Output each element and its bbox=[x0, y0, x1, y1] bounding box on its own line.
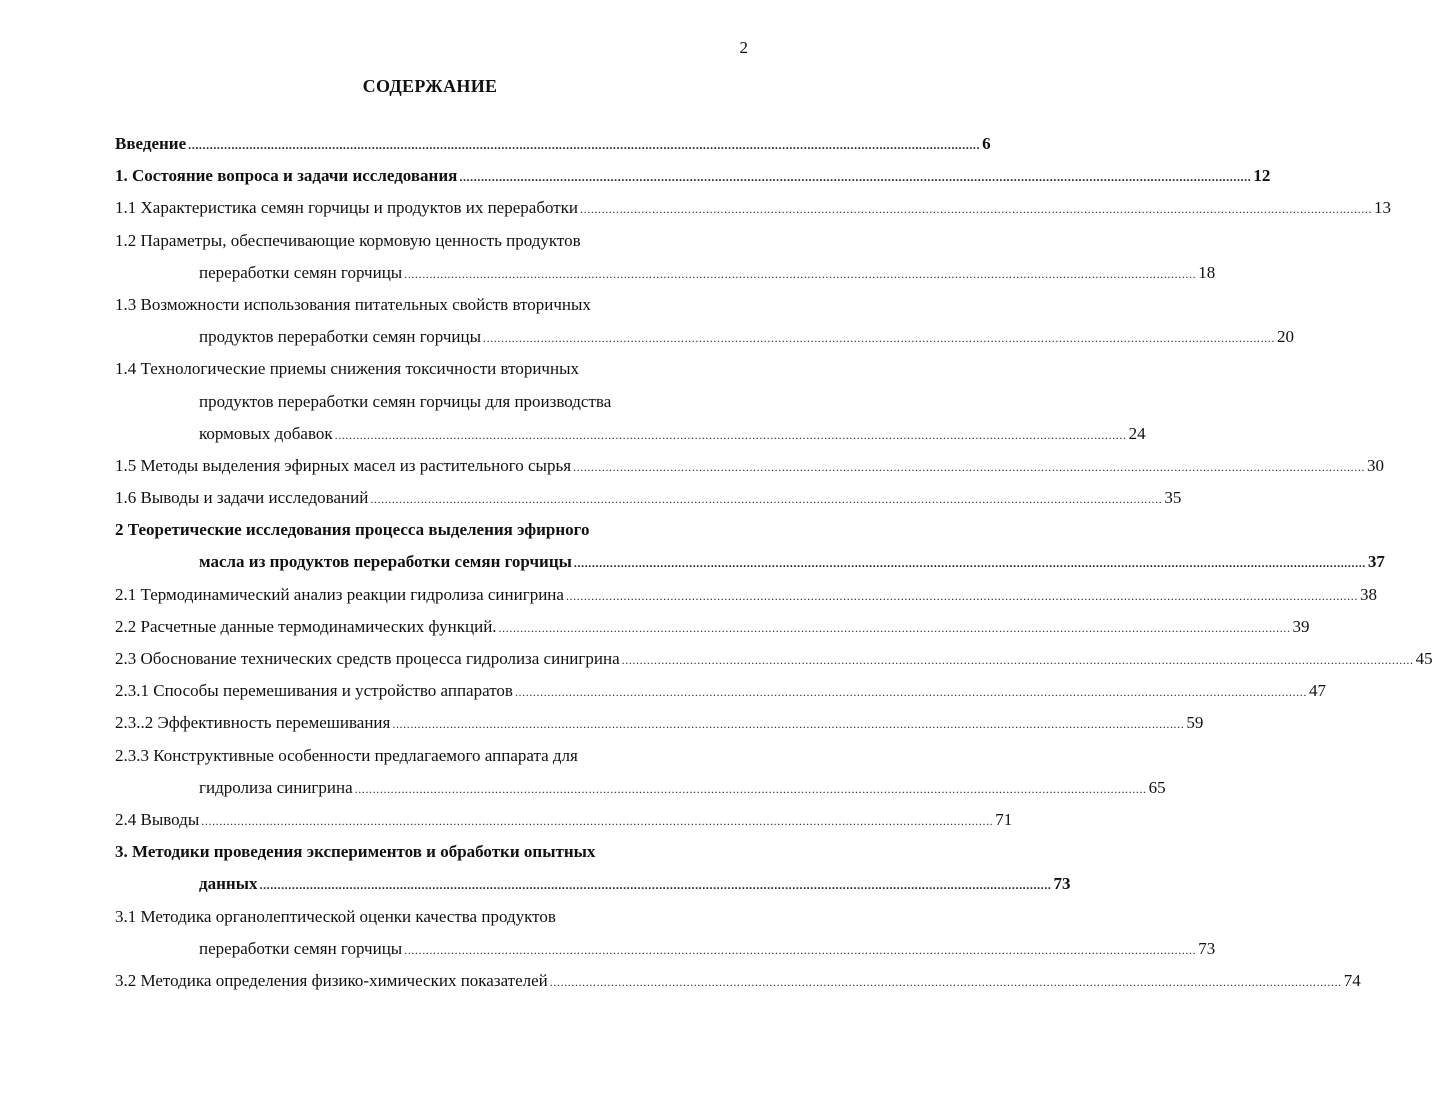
toc-entry bbox=[115, 160, 1271, 192]
dot-leader: ............................................................................................................................................................................................................................ bbox=[459, 170, 1252, 185]
toc-entry bbox=[115, 836, 713, 868]
toc-entry bbox=[115, 933, 1216, 965]
toc-entry-title: 2.2 Расчетные данные термодинамических функций. bbox=[115, 616, 497, 636]
toc-entry-page: 12 bbox=[1253, 166, 1271, 186]
toc-entry bbox=[115, 546, 1385, 578]
toc-entry-title: 2.4 Выводы bbox=[115, 809, 200, 829]
dot-leader: ............................................................................................................................................................................................................................ bbox=[201, 813, 994, 828]
toc-entry bbox=[115, 611, 1310, 643]
toc-entry-title: 1.1 Характеристика семян горчицы и продуктов их переработки bbox=[115, 198, 579, 218]
toc-entry bbox=[115, 772, 1166, 804]
dot-leader: ............................................................................................................................................................................................................................ bbox=[188, 138, 981, 152]
toc-entry bbox=[115, 514, 713, 546]
dot-leader: ............................................................................................................................................................................................................................ bbox=[573, 556, 1366, 571]
toc-entry-title: 2 Теоретические исследования процесса выделения эфирного bbox=[115, 520, 590, 540]
toc-entry-title: продуктов переработки семян горчицы для производства bbox=[199, 391, 612, 411]
toc-entry-page: 13 bbox=[1374, 198, 1392, 218]
toc-entry-title: гидролиза синигрина bbox=[199, 777, 353, 797]
toc-entry-page: 24 bbox=[1128, 423, 1146, 443]
toc-entry bbox=[115, 707, 1204, 739]
toc-entry bbox=[115, 386, 713, 418]
toc-entry-page: 35 bbox=[1164, 488, 1182, 508]
dot-leader: ............................................................................................................................................................................................................................ bbox=[565, 588, 1358, 603]
dot-leader: ............................................................................................................................................................................................................................ bbox=[580, 202, 1373, 217]
toc-entry-page: 74 bbox=[1343, 970, 1361, 990]
toc-entry-title: 1.2 Параметры, обеспечивающие кормовую ценность продуктов bbox=[115, 230, 581, 250]
toc-entry-title: 2.3..2 Эффективность перемешивания bbox=[115, 713, 391, 733]
dot-leader: ............................................................................................................................................................................................................................ bbox=[514, 685, 1307, 700]
dot-leader: ............................................................................................................................................................................................................................ bbox=[334, 427, 1127, 442]
toc-entry-page: 38 bbox=[1359, 584, 1377, 604]
toc-entry-title: переработки семян горчицы bbox=[199, 262, 403, 282]
toc-entry-title: 2.3 Обоснование технических средств процесса гидролиза синигрина bbox=[115, 649, 620, 668]
toc-entry-page: 59 bbox=[1186, 713, 1204, 733]
toc-entry-page: 45 bbox=[1415, 649, 1433, 668]
toc-entry bbox=[115, 128, 991, 160]
toc-entry-title: 3.2 Методика определения физико-химических показателей bbox=[115, 970, 548, 990]
toc-entry-page: 39 bbox=[1292, 616, 1310, 636]
toc-entry bbox=[115, 321, 1294, 353]
toc-entry bbox=[115, 192, 1392, 224]
page-number: 2 bbox=[739, 38, 748, 57]
dot-leader: ............................................................................................................................................................................................................................ bbox=[404, 266, 1197, 281]
page-title: СОДЕРЖАНИЕ bbox=[362, 76, 498, 96]
toc-entry-title: 2.1 Термодинамический анализ реакции гидролиза синигрина bbox=[115, 584, 564, 604]
dot-leader: ............................................................................................................................................................................................................................ bbox=[573, 459, 1366, 474]
toc-entry bbox=[115, 289, 713, 321]
toc-entry bbox=[115, 225, 713, 257]
toc-entry-page: 37 bbox=[1367, 552, 1385, 572]
toc-entry-title: 1.5 Методы выделения эфирных масел из растительного сырья bbox=[115, 455, 572, 475]
toc-entry-title: данных bbox=[199, 874, 258, 894]
dot-leader: ............................................................................................................................................................................................................................ bbox=[404, 942, 1197, 957]
dot-leader: ............................................................................................................................................................................................................................ bbox=[483, 331, 1275, 346]
toc-entry bbox=[115, 482, 1182, 514]
toc-entry bbox=[115, 675, 1326, 707]
toc-entry-title: продуктов переработки семян горчицы bbox=[199, 327, 481, 347]
toc-entry-title: переработки семян горчицы bbox=[199, 938, 403, 958]
dot-leader: ............................................................................................................................................................................................................................ bbox=[259, 878, 1052, 893]
toc-entry-title: 2.3.1 Способы перемешивания и устройство аппаратов bbox=[115, 681, 513, 701]
toc-entry bbox=[115, 257, 1216, 289]
toc-entry-title: масла из продуктов переработки семян горчицы bbox=[199, 552, 572, 572]
toc-entry bbox=[115, 450, 1385, 482]
toc-entry bbox=[115, 901, 713, 933]
toc-entry-title: 2.3.3 Конструктивные особенности предлагаемого аппарата для bbox=[115, 745, 578, 765]
toc-entry-page: 71 bbox=[995, 809, 1013, 829]
table-of-contents bbox=[115, 128, 1433, 997]
toc-entry-title: Введение bbox=[115, 134, 187, 153]
toc-entry bbox=[115, 868, 1071, 900]
toc-entry-page: 73 bbox=[1053, 874, 1071, 894]
toc-entry-title: 1.6 Выводы и задачи исследований bbox=[115, 488, 369, 508]
toc-entry-page: 73 bbox=[1198, 938, 1216, 958]
toc-entry-page: 20 bbox=[1277, 327, 1294, 347]
toc-entry-page: 65 bbox=[1148, 777, 1166, 797]
toc-entry-title: 1. Состояние вопроса и задачи исследования bbox=[115, 166, 458, 186]
toc-entry bbox=[115, 804, 1013, 836]
toc-entry bbox=[115, 353, 713, 385]
toc-entry bbox=[115, 579, 1377, 611]
toc-entry-title: 1.3 Возможности использования питательных свойств вторичных bbox=[115, 294, 591, 314]
toc-entry bbox=[115, 643, 1433, 675]
toc-entry-page: 6 bbox=[982, 134, 991, 153]
toc-entry-page: 47 bbox=[1308, 681, 1326, 701]
toc-entry bbox=[115, 965, 1361, 997]
dot-leader: ............................................................................................................................................................................................................................ bbox=[354, 781, 1147, 796]
dot-leader: ............................................................................................................................................................................................................................ bbox=[498, 620, 1291, 635]
toc-entry-page: 30 bbox=[1367, 455, 1385, 475]
toc-entry-title: кормовых добавок bbox=[199, 423, 333, 443]
dot-leader: ............................................................................................................................................................................................................................ bbox=[370, 492, 1163, 507]
toc-entry bbox=[115, 418, 1146, 450]
toc-entry-title: 3.1 Методика органолептической оценки качества продуктов bbox=[115, 906, 556, 926]
toc-entry-title: 3. Методики проведения экспериментов и обработки опытных bbox=[115, 842, 596, 862]
dot-leader: ............................................................................................................................................................................................................................ bbox=[549, 974, 1342, 989]
dot-leader: ............................................................................................................................................................................................................................ bbox=[392, 717, 1185, 732]
toc-entry bbox=[115, 740, 713, 772]
toc-entry-title: 1.4 Технологические приемы снижения токсичности вторичных bbox=[115, 359, 579, 379]
dot-leader: ............................................................................................................................................................................................................................ bbox=[621, 653, 1414, 667]
toc-entry-page: 18 bbox=[1198, 262, 1216, 282]
